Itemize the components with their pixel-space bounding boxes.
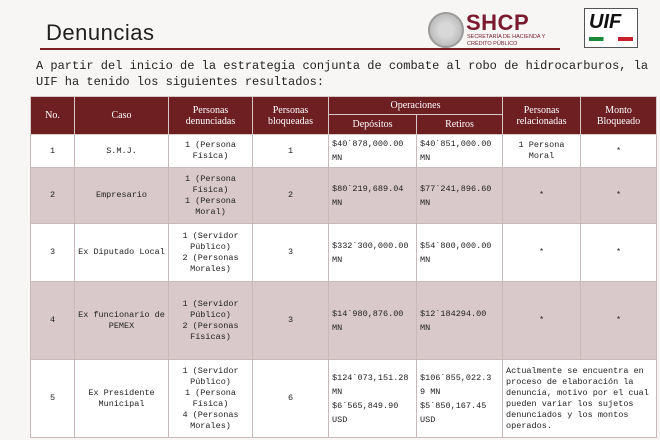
uif-logo-text: UIF <box>589 11 622 33</box>
intro-text: A partir del inicio de la estrategia conjunta de combate al robo de hidrocarburos, la UIF ha tenido los siguientes resultados: <box>36 59 649 89</box>
cell-no: 3 <box>31 224 75 282</box>
cell-line: Morales) <box>190 263 231 274</box>
shcp-logo-subtitle: SECRETARÍA DE HACIENDA Y CRÉDITO PÚBLICO <box>467 34 546 47</box>
cell-line: MN <box>332 386 343 397</box>
cell-line: $124´073,151.28 <box>332 372 409 383</box>
cell-no: 5 <box>31 360 75 438</box>
cell-line: MN <box>420 153 431 163</box>
cell-caso: Ex Diputado Local <box>75 224 169 282</box>
cell-line: MN <box>420 197 431 208</box>
cell-bloqueadas: 6 <box>253 360 329 438</box>
cell-line: 1 (Servidor Público) <box>182 298 239 320</box>
cell-retiros <box>417 168 503 224</box>
cell-line: 1 (Persona Física) <box>184 387 236 409</box>
cell-depositos <box>329 360 417 438</box>
cell-denunciadas <box>169 282 253 360</box>
cell-line: $12´184294.00 <box>420 308 487 319</box>
cell-line: 4 (Personas <box>182 409 239 420</box>
cell-monto: * <box>581 135 657 168</box>
cell-line: 1 (Persona Física) <box>184 173 236 195</box>
cell-denunciadas <box>169 224 253 282</box>
cell-relacionadas: 1 Persona Moral <box>503 135 581 168</box>
cell-relacionadas: * <box>503 282 581 360</box>
cell-line: MN <box>420 322 431 333</box>
table-row <box>31 168 657 224</box>
cell-line: 9 MN <box>420 386 441 397</box>
flag-colors-icon <box>589 37 633 41</box>
cell-bloqueadas: 3 <box>253 282 329 360</box>
cell-line: $5´850,167.45 <box>420 400 487 411</box>
header-relacionadas: Personas relacionadas <box>503 97 581 135</box>
cell-line: MN <box>420 254 431 265</box>
cell-line: $80´219,689.04 <box>332 183 404 194</box>
cell-monto: * <box>581 282 657 360</box>
cell-denunciadas <box>169 360 253 438</box>
cell-line: 2 (Personas <box>182 252 239 263</box>
denuncias-table <box>30 96 657 438</box>
cell-line: $332´300,000.00 <box>332 240 409 251</box>
page-title: Denuncias <box>46 20 155 45</box>
cell-line: $14´980,876.00 <box>332 308 404 319</box>
cell-depositos <box>329 224 417 282</box>
cell-line: 2 (Personas Físicas) <box>182 320 239 342</box>
cell-bloqueadas: 2 <box>253 168 329 224</box>
national-seal-icon <box>428 12 464 48</box>
shcp-logo: SHCP <box>466 10 530 35</box>
cell-bloqueadas: 1 <box>253 135 329 168</box>
header-denunciadas: Personas denunciadas <box>169 97 253 135</box>
cell-no: 2 <box>31 168 75 224</box>
cell-line: USD <box>332 414 348 425</box>
cell-note: Actualmente se encuentra en proceso de elaboración la denuncia, motivo por el cual pueden variar los sujetos denunciados y los montos operados. <box>503 360 657 438</box>
cell-line: MN <box>332 254 343 265</box>
cell-depositos <box>329 168 417 224</box>
cell-line: MN <box>332 322 343 333</box>
cell-caso: Empresario <box>75 168 169 224</box>
cell-line: MN <box>332 153 343 163</box>
cell-caso: Ex funcionario de PEMEX <box>75 282 169 360</box>
header-caso: Caso <box>75 97 169 135</box>
uif-logo <box>584 8 638 48</box>
table-row <box>31 282 657 360</box>
cell-denunciadas <box>169 135 253 168</box>
cell-retiros <box>417 282 503 360</box>
cell-no: 4 <box>31 282 75 360</box>
cell-denunciadas <box>169 168 253 224</box>
cell-line: $54´800,000.00 <box>420 240 492 251</box>
header-no: No. <box>31 97 75 135</box>
cell-line: 1 (Servidor Público) <box>182 230 239 252</box>
cell-line: $77´241,896.60 <box>420 183 492 194</box>
cell-line: $40´851,000.00 <box>420 139 492 149</box>
cell-line: $6´565,849.90 <box>332 400 399 411</box>
header-monto: Monto Bloqueado <box>581 97 657 135</box>
cell-monto: * <box>581 168 657 224</box>
cell-caso: Ex Presidente Municipal <box>75 360 169 438</box>
cell-line: 1 (Persona Física) <box>184 140 236 161</box>
cell-no: 1 <box>31 135 75 168</box>
cell-monto: * <box>581 224 657 282</box>
header-operaciones: Operaciones <box>329 97 503 115</box>
cell-depositos <box>329 135 417 168</box>
cell-line: USD <box>420 414 436 425</box>
cell-line: Morales) <box>190 420 231 431</box>
table-row <box>31 224 657 282</box>
title-underline <box>40 48 560 50</box>
cell-relacionadas: * <box>503 168 581 224</box>
cell-depositos <box>329 282 417 360</box>
cell-retiros <box>417 224 503 282</box>
cell-line: MN <box>332 197 343 208</box>
cell-bloqueadas: 3 <box>253 224 329 282</box>
table-row <box>31 135 657 168</box>
header-depositos: Depósitos <box>329 115 417 135</box>
table-row <box>31 360 657 438</box>
cell-relacionadas: * <box>503 224 581 282</box>
header-bloqueadas: Personas bloqueadas <box>253 97 329 135</box>
slide-header <box>0 0 660 52</box>
header-retiros: Retiros <box>417 115 503 135</box>
cell-retiros <box>417 360 503 438</box>
cell-line: 1 (Persona Moral) <box>184 195 236 217</box>
cell-line: 1 (Servidor Público) <box>182 365 239 387</box>
cell-line: $40´878,000.00 <box>332 139 404 149</box>
cell-retiros <box>417 135 503 168</box>
cell-line: $106´855,022.3 <box>420 372 492 383</box>
cell-caso: S.M.J. <box>75 135 169 168</box>
